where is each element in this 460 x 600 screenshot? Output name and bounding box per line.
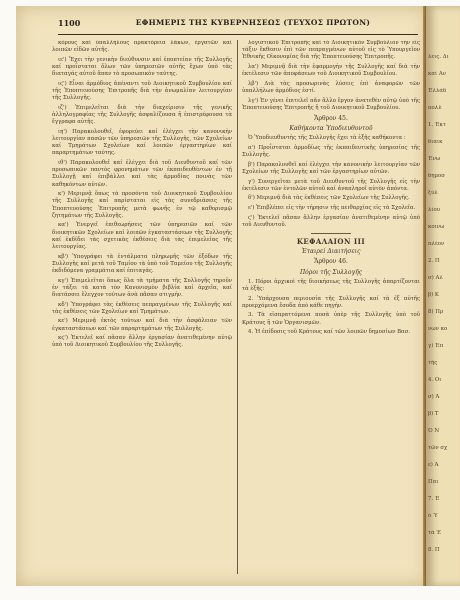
facing-page-text-fragment: β) Τ bbox=[428, 411, 439, 417]
article-number: Ἄρθρον 45. bbox=[314, 115, 348, 122]
facing-page-text-fragment: σ) Ἀ bbox=[428, 394, 440, 400]
paragraph: λβ') Διὰ τὰς προσωρινὰς λύσεις ἐπὶ ἀναφορῶν τῶν ὑπαλλήλων ἀρμόδιος ἐστί. bbox=[242, 80, 420, 94]
facing-page-text-fragment: τὰ Ἐ bbox=[428, 530, 441, 536]
facing-page-text-fragment: σ) Αλ bbox=[428, 275, 443, 281]
paragraph: ιζ') Ἐπιμελεῖται διὰ τὴν διαχείρισιν τῆς γενικῆς ἀλληλογραφίας τῆς Συλλογῆς ἀσφαλίζουσα ἢ ἐπιστρέφουσα τὰ ἔγγραφα αὐτῆς. bbox=[52, 104, 232, 126]
chapter-heading: ΚΕΦΑΛΑΙΟΝ III bbox=[296, 236, 366, 246]
facing-page-text-fragment: 7. Ἐ bbox=[428, 496, 440, 502]
chapter-subtitle: Ἐταιρεί Διαιτήσεις bbox=[301, 248, 361, 256]
paragraph: λογιστικοῦ Ἐπιτροπῆς καί τὸ Διοικητικὸν Συμβούλιον τὴν εἰς τάξιν ἔκθεσιν ἐπὶ τῶν πεπραγμένων αὐτοῦ εἰς τὸ Ὑπουργεῖον Ἐθνικῆς Οἰκονομίας διὰ τῆς Ἐποπτευούσης Ἐπιτροπῆς. bbox=[242, 40, 420, 61]
facing-page-text-fragment: πλέον bbox=[428, 241, 445, 247]
facing-page-text-fragment: Ἐνω bbox=[428, 156, 441, 162]
paragraph: κγ') Ἐπιμελεῖται ὅπως ὅλα τὰ τμήματα τῆς Συλλογῆς τηροῦν ἐν τάξει τὰ κατὰ τὸν Κανονισμὸν βιβλία καί ἀρχεῖα, καί διατάσσει ἔλεγχον τούτων ἀνὰ πᾶσαν στιγμήν. bbox=[52, 277, 232, 299]
paragraph: 3. Τὰ εἰσπραττόμενα ποσὰ ὑπὲρ τῆς Συλλογῆς ὑπὸ τοῦ Κράτους ἢ τῶν Ὁργανισμῶν. bbox=[242, 312, 420, 326]
facing-page-text-fragment: λεις. Δι bbox=[428, 54, 449, 60]
page-header bbox=[58, 16, 418, 35]
facing-page-text-fragment: Ὁ Ν bbox=[428, 428, 440, 434]
paragraph: Ὁ Ὑποδιευθυντὴς τῆς Συλλογῆς ἔχει τὰ ἑξῆς καθήκοντα : bbox=[248, 135, 406, 142]
paragraph: κόρους καί ύπαλλήλους πρακτόρεια λάκων, έργατῶν καί λοιπῶν εἰδῶν αὐτῆς. bbox=[52, 40, 232, 54]
facing-page-text-fragment: τῆς bbox=[428, 360, 438, 366]
paragraph: ϛ') Ἐκτελεῖ πᾶσαν ἄλλην ἐργασίαν ἀνατιθεμένην αὐτῷ ὑπὸ τοῦ Διευθυντοῦ. bbox=[242, 214, 420, 228]
facing-page-text-fragment: γ) Ἐπ bbox=[428, 343, 444, 349]
paragraph: β') Παρακολουθεῖ καί ἐλέγχει τὴν κανονικὴν λειτουργίαν τῶν Σχολείων τῆς Συλλογῆς καί τῶν ἐργαστηρίων αὐτῶν. bbox=[242, 161, 420, 175]
facing-page-text-fragment: ε) Ἀ bbox=[428, 462, 439, 468]
paragraph: λα') Μεριμνᾷ διὰ τὴν ἐφαρμογὴν τῆς Συλλογῆς καί διὰ τὴν ἐκτέλεσιν τῶν ἀποφάσεων τοῦ Διοικητικοῦ Συμβουλίου. bbox=[242, 64, 420, 78]
paragraph: λγ') Ἐν γένει ἐπιτελεῖ πᾶν ἄλλο ἔργον ἀνατεθὲν αὐτῷ ὑπὸ τῆς Ἐποπτευούσης Ἐπιτροπῆς ἢ τοῦ Διοικητικοῦ Συμβουλίου. bbox=[242, 97, 420, 111]
paragraph: γ') Συνεργεῖται μετὰ τοῦ Διευθυντοῦ τῆς Συλλογῆς εἰς τὴν ἐκτέλεσιν τῶν ἐντολῶν αὐτοῦ καί ἀναπληροῖ αὐτὸν ἀπόντα. bbox=[242, 178, 420, 192]
page-number: 1100 bbox=[58, 18, 81, 28]
facing-page-text-fragment: 2. Π bbox=[428, 258, 440, 264]
paragraph: κβ') Ὑπογράφει τὰ ἐντάλματα πληρωμῆς τῶν ἐξόδων τῆς Συλλογῆς καί μετὰ τοῦ Ταμίου τὰ ὑπὸ τοῦ Ταμείου τῆς Συλλογῆς ἐκδιδόμενα γραμμάτια καί ἐπιταγάς. bbox=[52, 253, 232, 275]
facing-page-text-fragment: διαικ bbox=[428, 139, 443, 145]
left-column bbox=[52, 40, 232, 580]
facing-page-text-fragment: 1. Ἐκτ bbox=[428, 122, 446, 128]
facing-page-text-fragment: πολλ bbox=[428, 105, 442, 111]
facing-page-text-fragment: 4. Οι bbox=[428, 377, 442, 383]
facing-page-text-fragment: κοινω bbox=[428, 224, 445, 230]
facing-page-text-fragment: β) Κ bbox=[428, 292, 439, 298]
facing-page-text-fragment: καί Αν bbox=[428, 71, 447, 77]
paragraph: κε') Μεριμνᾷ ἐκτὸς τούτων καί διὰ τὴν ἀσφάλειαν τῶν ἐγκαταστάσεων καί τῶν παραρτημάτων τῆς Συλλογῆς. bbox=[52, 318, 232, 332]
facing-page-text-fragment: 8) Πρ bbox=[428, 309, 444, 315]
paragraph: 2. Ὑπάρχουσα περιουσία τῆς Συλλογῆς καί τὰ ἐξ αὐτῆς προερχόμενα ἔσοδα ἀπὸ κάθε πηγήν. bbox=[242, 295, 420, 309]
paragraph: α') Προΐσταται ἁρμοδίως τῆς ἐκπαιδευτικῆς ὑπηρεσίας τῆς Συλλογῆς. bbox=[242, 145, 420, 159]
gazette-title: ΕΦΗΜΕΡΙΣ ΤΗΣ ΚΥΒΕΡΝΗΣΕΩΣ (ΤΕΥΧΟΣ ΠΡΩΤΟΝ) bbox=[135, 18, 371, 27]
section-rule bbox=[311, 233, 351, 234]
paragraph: δ') Μεριμνᾷ διὰ τὰς ἐκθέσεις τῶν Σχολείων τῆς Συλλογῆς. bbox=[248, 195, 410, 202]
facing-page-text-fragment: δημοσ bbox=[428, 173, 445, 179]
article-title: Καθήκοντα Ὑποδιευθυντοῦ bbox=[289, 125, 373, 133]
paragraph: κ') Μεριμνᾷ ὅπως τὰ προσόντα τοῦ Διοικητικοῦ Συμβουλίου τῆς Συλλογῆς καί παρίσταται εἰς τὰς συνεδριάσεις τῆς Ἐποπτευούσης Ἐπιτροπῆς μετὰ φωνῆς ἐν τῷ καθορισμῷ ζητημάτων τῆς Συλλογῆς. bbox=[52, 191, 232, 219]
paragraph: ιε') Ἔχει τὴν γενικὴν διεύθυνσιν καί ἐποπτείαν τῆς Συλλογῆς καί προΐσταται ὅλων τῶν ὑπηρεσιῶν αὐτῆς ἔχων ὑπὸ τὰς διαταγάς αὐτοῦ ἅπαν τὸ προσωπικὸν ταύτης. bbox=[52, 56, 232, 78]
paragraph: κα') Ἐνεργεῖ ἐπιθεωρήσεις τῶν ὑπηρεσιῶν καί τῶν διοικητικῶν Σχολείων καί λοιπῶν ἐγκαταστάσεων τῆς Συλλογῆς καί ἐκδίδει τὰς σχετικὰς ἐκθέσεις διὰ τὰς ἐπιμελείας τῆς λειτουργίας. bbox=[52, 222, 232, 251]
paragraph: ιη') Παρακολουθεῖ, ἐφορεύει καί ἐλέγχει τὴν κανονικὴν λειτουργίαν πασῶν τῶν ὑπηρεσιῶν τῆς Συλλογῆς, τῶν Σχολείων καί Τμημάτων Σχολείων καί λοιπῶν ἐργαστηρίων καί παραρτημάτων ταύτης. bbox=[52, 128, 232, 157]
paragraph: κϛ') Ἐκτελεῖ καί πᾶσαν ἄλλην ἐργασίαν ἀνατιθεμένην αὐτῷ ὑπὸ τοῦ Διοικητικοῦ Συμβουλίου τῆς Συλλογῆς. bbox=[52, 335, 232, 349]
paragraph: ιϛ') Εἶναι ἁρμόδιος ἀπέναντι τοῦ Διοικητικοῦ Συμβουλίου καί τῆς Ἐποπτευούσης Ἐπιτροπῆς διὰ τὴν ἀνωμαλίαν λειτουργίαν τῆς Συλλογῆς. bbox=[52, 80, 232, 102]
facing-page-text-fragment: νων κο bbox=[428, 326, 448, 332]
paragraph: 4. Ἡ ἐπίδοσις τοῦ Κράτους καί τῶν λοιπῶν δημοσίων Βασ. bbox=[248, 329, 411, 336]
paragraph: 1. Πόροι ἀρχικοὶ τῆς διοικήσεως τῆς Συλλογῆς ἀπαρτίζονται τὰ ἑξῆς: bbox=[242, 278, 420, 292]
facing-page bbox=[426, 6, 460, 586]
facing-page-text-fragment: Παι bbox=[428, 479, 439, 485]
right-column bbox=[242, 40, 420, 580]
facing-page-text-fragment: λίου bbox=[428, 207, 441, 213]
paragraph: ε') Ἐπιβλέπει εἰς τὴν τήρησιν τῆς πειθαρχίας εἰς τὰ Σχολεῖα. bbox=[248, 204, 416, 211]
facing-page-text-fragment: ξύλ bbox=[428, 190, 438, 196]
article-title: Πόροι τῆς Συλλογῆς bbox=[299, 268, 363, 276]
paragraph: ιθ') Παρακολουθεῖ καί ἐλέγχει διὰ τοῦ Διευθυντοῦ καί τῶν προσωπικῶν παντὸς φρονημάτων τῶν ἐκπαιδευθέντων ἐν τῇ Συλλογῇ καί ἐπιβάλλει καί τὰς ἀρμοδίας ποινὰς τῶν καθηκόντων αὐτῶν. bbox=[52, 160, 232, 188]
column-divider bbox=[237, 40, 238, 574]
article-number: Ἄρθρον 46. bbox=[314, 258, 348, 266]
facing-page-text-fragment: ὁ Ὑ bbox=[428, 513, 438, 519]
facing-page-text-fragment: τῶν σχ bbox=[428, 445, 448, 451]
facing-page-text-fragment: 8. Π bbox=[428, 547, 440, 553]
facing-page-text-fragment: Ἑλλάδ bbox=[428, 88, 447, 94]
paragraph: κδ') Ὑπογράφει τὰς ἐκθέσεις πεπραγμένων τῆς Συλλογῆς καί τὰς ἐκθέσεις τῶν Σχολείων καί Τμημάτων. bbox=[52, 301, 232, 315]
